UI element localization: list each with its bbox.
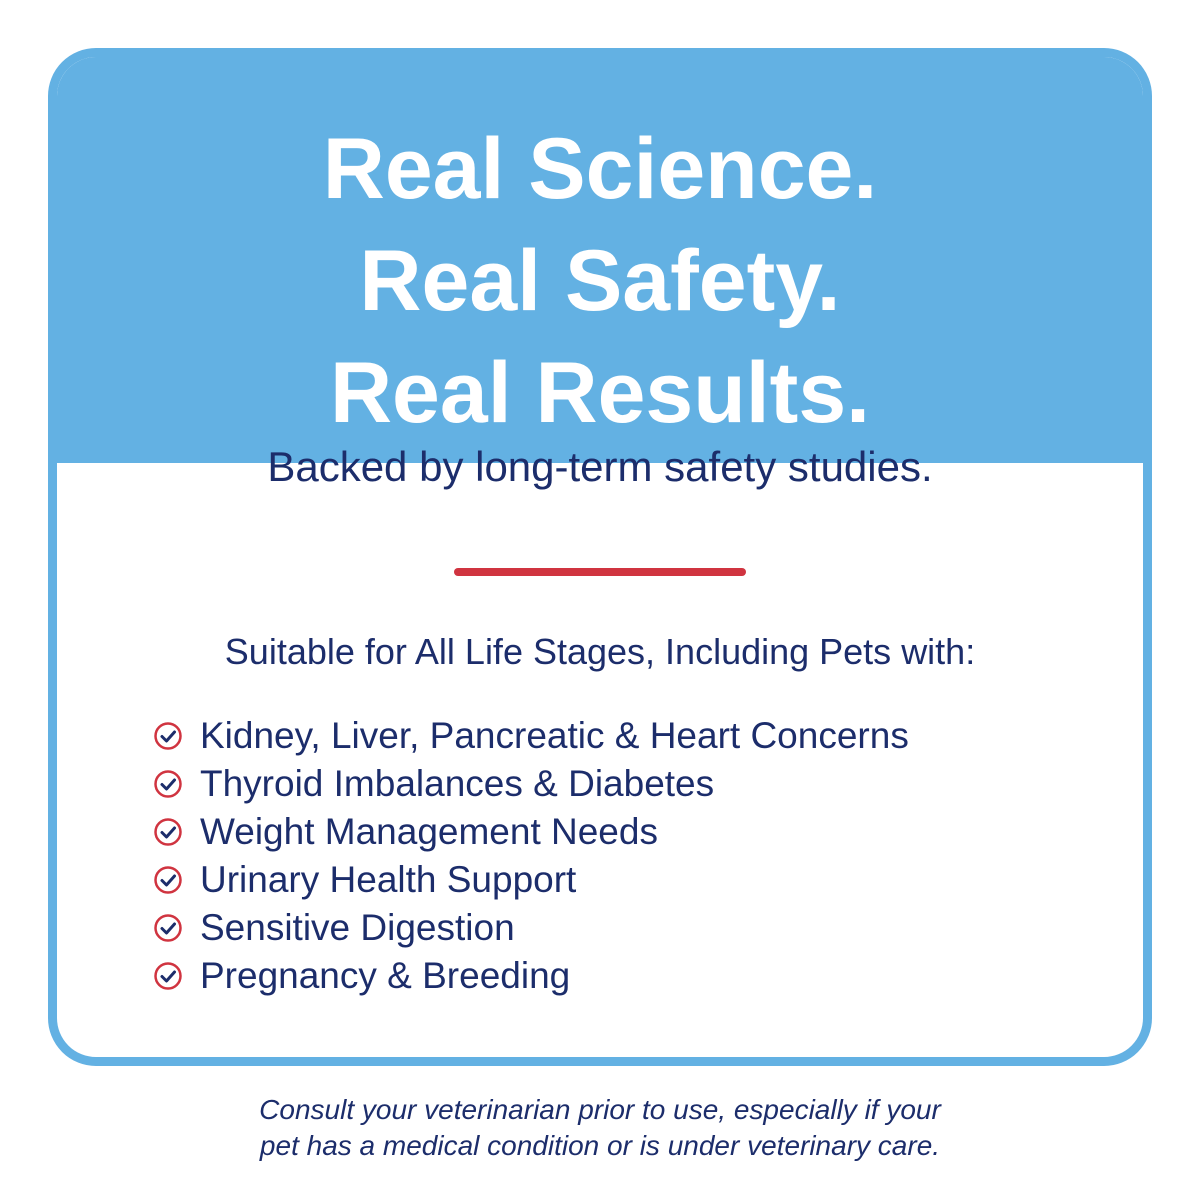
list-item xyxy=(152,760,909,808)
list-item xyxy=(152,904,909,952)
condition-label: Weight Management Needs xyxy=(200,811,658,852)
headline-line-safety: Real Safety. xyxy=(359,233,841,329)
check-circle-icon xyxy=(152,912,184,944)
check-circle-icon xyxy=(152,720,184,752)
condition-label: Sensitive Digestion xyxy=(200,907,515,948)
headline-line-results: Real Results. xyxy=(329,345,871,441)
suitable-heading: Suitable for All Life Stages, Including Pets with: xyxy=(224,631,976,672)
condition-label: Kidney, Liver, Pancreatic & Heart Concerns xyxy=(200,715,909,756)
divider-line xyxy=(454,568,746,576)
list-item xyxy=(152,712,909,760)
check-circle-icon xyxy=(152,864,184,896)
condition-label: Thyroid Imbalances & Diabetes xyxy=(200,763,715,804)
check-circle-icon xyxy=(152,768,184,800)
headline xyxy=(57,113,1143,449)
list-item xyxy=(152,952,909,1000)
list-item xyxy=(152,856,909,904)
disclaimer-line: pet has a medical condition or is under veterinary care. xyxy=(259,1130,941,1161)
condition-label: Urinary Health Support xyxy=(200,859,577,900)
card-header xyxy=(57,57,1143,463)
subtitle: Backed by long-term safety studies. xyxy=(267,443,933,490)
check-circle-icon xyxy=(152,816,184,848)
disclaimer xyxy=(0,1092,1200,1164)
list-item xyxy=(152,808,909,856)
condition-label: Pregnancy & Breeding xyxy=(200,955,571,996)
conditions-list xyxy=(152,712,909,1000)
headline-line-science: Real Science. xyxy=(322,121,878,217)
check-circle-icon xyxy=(152,960,184,992)
disclaimer-line: Consult your veterinarian prior to use, especially if your xyxy=(259,1094,941,1125)
